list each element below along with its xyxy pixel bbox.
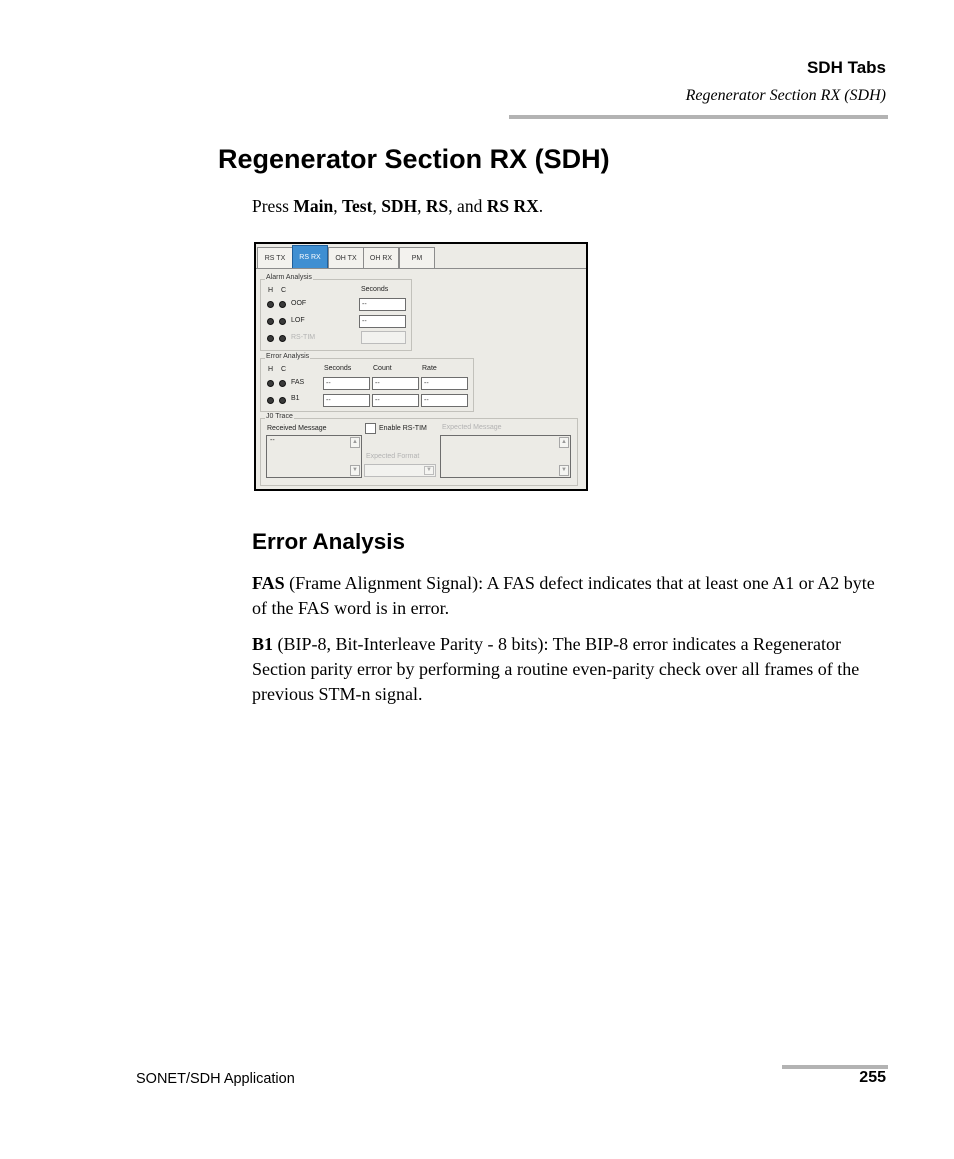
lof-label: LOF — [291, 317, 305, 324]
fas-rate-field: -- — [421, 377, 468, 390]
page-number: 255 — [859, 1069, 886, 1086]
b1-seconds-field: -- — [323, 394, 370, 407]
key-main: Main — [293, 196, 334, 216]
alarm-c-header: C — [281, 287, 287, 294]
error-c-header: C — [281, 366, 287, 373]
period: . — [538, 196, 544, 216]
chevron-down-icon: ▼ — [424, 466, 434, 475]
enable-rs-tim-label: Enable RS-TIM — [379, 425, 427, 432]
sep: , and — [448, 196, 487, 216]
fas-term: FAS — [252, 573, 285, 593]
rs-tim-seconds-field — [361, 331, 406, 344]
scroll-down-icon[interactable]: ▼ — [350, 465, 360, 476]
expected-format-label: Expected Format — [366, 453, 420, 460]
received-message-value: -- — [270, 437, 275, 444]
enable-rs-tim-checkbox[interactable] — [365, 423, 376, 434]
press-lead: Press — [252, 196, 294, 216]
b1-rate-field: -- — [421, 394, 468, 407]
j0-trace-title: J0 Trace — [266, 413, 293, 420]
key-test: Test — [341, 196, 373, 216]
rs-tim-history-led — [267, 335, 274, 342]
error-h-header: H — [268, 366, 274, 373]
tab-rs-tx[interactable]: RS TX — [257, 247, 293, 269]
received-message-label: Received Message — [267, 425, 327, 432]
oof-current-led — [279, 301, 286, 308]
rs-tim-label: RS-TIM — [291, 334, 316, 341]
error-analysis-title: Error Analysis — [266, 353, 310, 360]
key-sdh: SDH — [381, 196, 418, 216]
tab-pm[interactable]: PM — [399, 247, 435, 269]
expected-format-select[interactable] — [364, 464, 436, 477]
fas-history-led — [267, 380, 274, 387]
lof-seconds-field: -- — [359, 315, 406, 328]
key-rs: RS — [425, 196, 449, 216]
b1-paragraph — [252, 632, 892, 707]
rs-tim-current-led — [279, 335, 286, 342]
lof-history-led — [267, 318, 274, 325]
fas-count-field: -- — [372, 377, 419, 390]
scroll-up-icon[interactable]: ▲ — [559, 437, 569, 448]
running-header-chapter: SDH Tabs — [806, 58, 886, 77]
tab-rs-rx[interactable]: RS RX — [292, 245, 328, 269]
press-instruction — [252, 196, 543, 217]
rs-rx-screenshot — [254, 242, 588, 491]
b1-history-led — [267, 397, 274, 404]
alarm-analysis-title: Alarm Analysis — [266, 274, 312, 281]
b1-term: B1 — [252, 634, 274, 654]
fas-paragraph — [252, 571, 892, 621]
error-count-header: Count — [373, 365, 392, 372]
sep: , — [417, 196, 426, 216]
oof-label: OOF — [291, 300, 307, 307]
fas-seconds-field: -- — [323, 377, 370, 390]
expected-message-label: Expected Message — [442, 424, 502, 431]
section-title: Error Analysis — [252, 529, 405, 554]
running-header-section: Regenerator Section RX (SDH) — [685, 87, 886, 104]
alarm-h-header: H — [268, 287, 274, 294]
expected-message-box[interactable] — [440, 435, 571, 478]
fas-description: (Frame Alignment Signal): A FAS defect indicates that at least one A1 or A2 byte of the FAS word is in error. — [252, 573, 875, 618]
oof-history-led — [267, 301, 274, 308]
sep: , — [333, 196, 342, 216]
scroll-down-icon[interactable]: ▼ — [559, 465, 569, 476]
key-rs-rx: RS RX — [486, 196, 539, 216]
oof-seconds-field: -- — [359, 298, 406, 311]
tab-baseline — [256, 268, 586, 269]
received-message-box — [266, 435, 362, 478]
tab-oh-rx[interactable]: OH RX — [363, 247, 399, 269]
b1-description: (BIP-8, Bit-Interleave Parity - 8 bits): The BIP-8 error indicates a Regenerator Section parity error by performing a routine even-parity check over all frames of the previous STM-n signal. — [252, 634, 860, 704]
b1-count-field: -- — [372, 394, 419, 407]
tab-oh-tx[interactable]: OH TX — [328, 247, 364, 269]
b1-label: B1 — [291, 395, 300, 402]
page-title: Regenerator Section RX (SDH) — [218, 144, 610, 174]
fas-label: FAS — [291, 379, 305, 386]
scroll-up-icon[interactable]: ▲ — [350, 437, 360, 448]
b1-current-led — [279, 397, 286, 404]
fas-current-led — [279, 380, 286, 387]
sep: , — [372, 196, 382, 216]
alarm-seconds-header: Seconds — [361, 286, 389, 293]
error-seconds-header: Seconds — [324, 365, 352, 372]
footer-book-title: SONET/SDH Application — [136, 1071, 295, 1087]
error-rate-header: Rate — [422, 365, 437, 372]
header-rule — [509, 115, 888, 119]
lof-current-led — [279, 318, 286, 325]
